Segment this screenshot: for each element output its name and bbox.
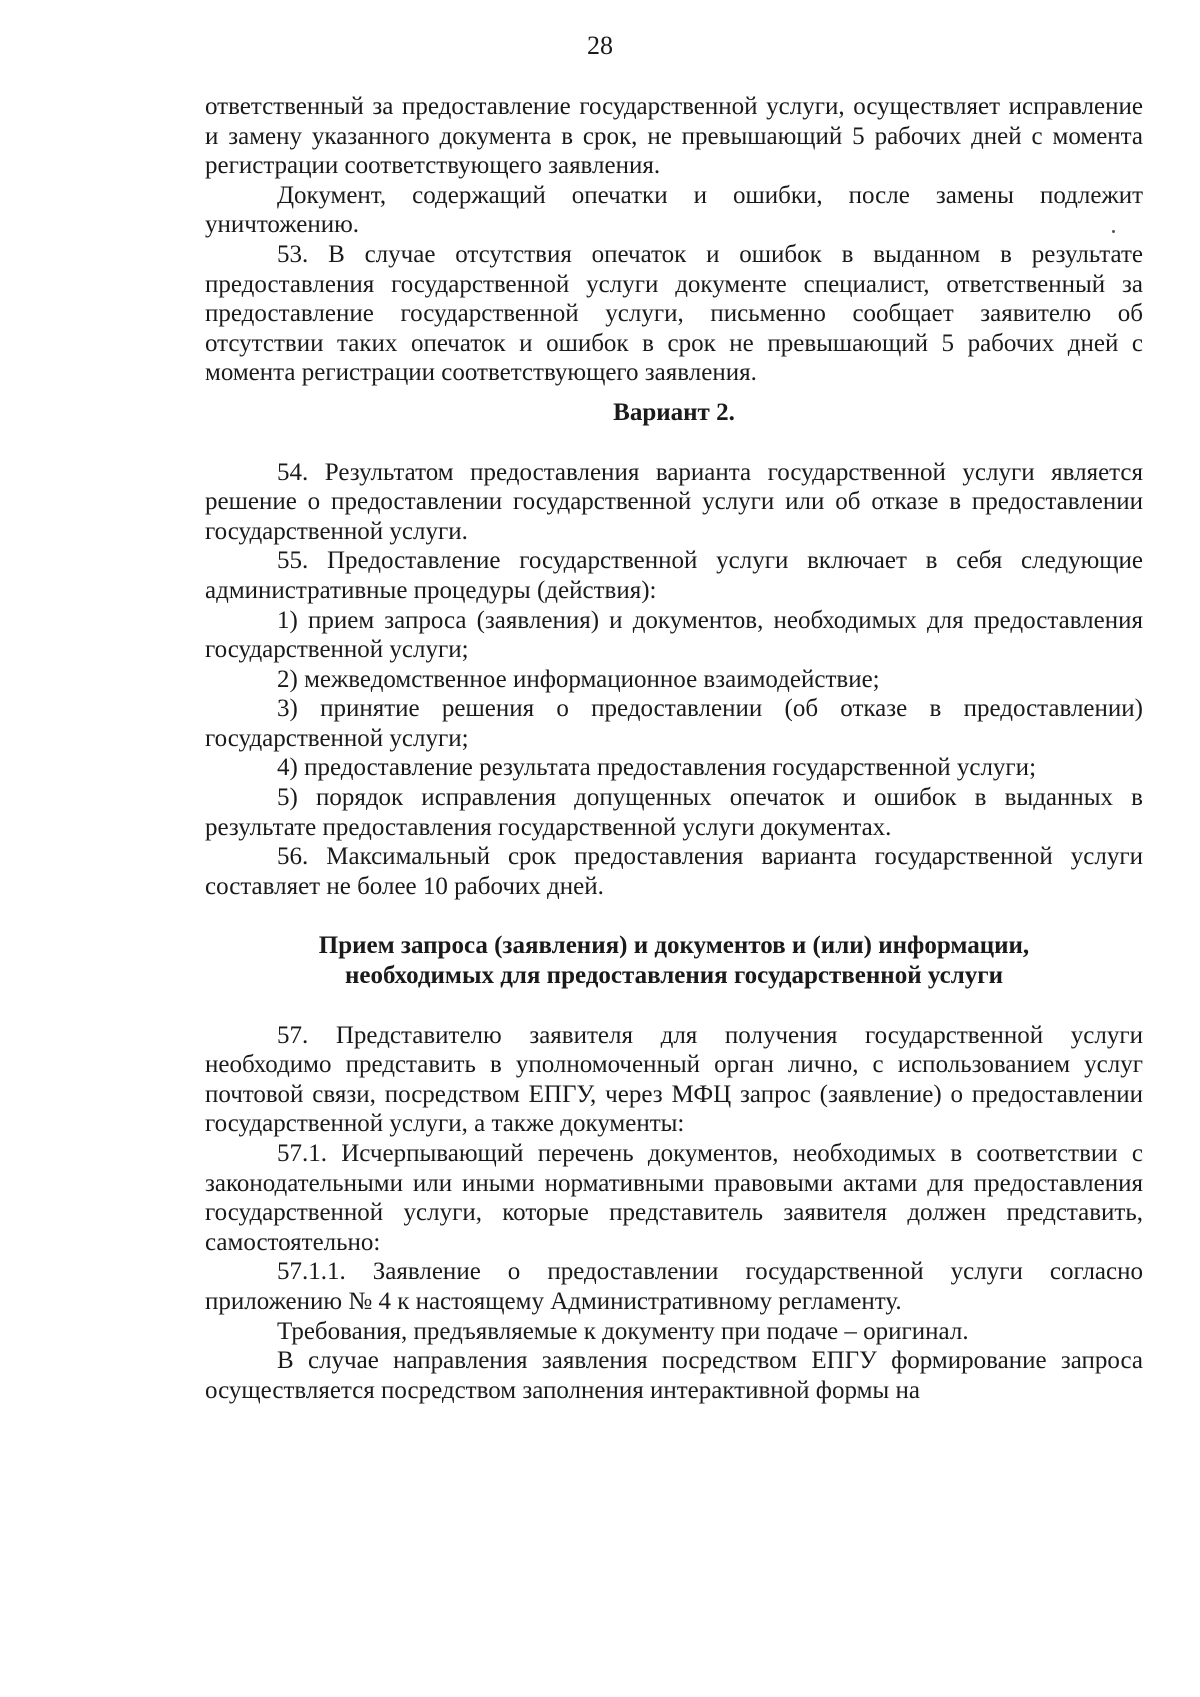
section-heading-line-1: Прием запроса (заявления) и документов и (или) информации, (318, 932, 1030, 960)
paragraph-requirements: Требования, предъявляемые к документу при подаче – оригинал. (277, 1317, 969, 1345)
paragraph-54: 54. Результатом предоставления варианта государственной услуги является решение о предоставлении государственной услуги или об отказе в предоставлении государственной услуги. (205, 458, 1143, 545)
list-item-1: 1) прием запроса (заявления) и документов, необходимых для предоставления государственной услуги; (205, 606, 1143, 664)
paragraph-53: 53. В случае отсутствия опечаток и ошибок в выданном в результате предоставления государственной услуги документе специалист, ответственный за предоставление государственной услуги, письменно сообщает заявителю об отсутствии таких опечаток и ошибок в срок не превышающий 5 рабочих дней с момента регистрации соответствующего заявления. (205, 240, 1143, 387)
paragraph-57: 57. Представителю заявителя для получения государственной услуги необходимо представить в уполномоченный орган лично, с использованием услуг почтовой связи, посредством ЕПГУ, через МФЦ запрос (заявление) о предоставлении государственной услуги, а также документы: (205, 1021, 1143, 1138)
paragraph-document-destruction: Документ, содержащий опечатки и ошибки, после замены подлежит уничтожению. (205, 181, 1143, 239)
page-number: 28 (587, 31, 613, 60)
paragraph-55: 55. Предоставление государственной услуги включает в себя следующие административные процедуры (действия): (205, 547, 1143, 604)
paragraph-epgu: В случае направления заявления посредством ЕПГУ формирование запроса осуществляется посредством заполнения интерактивной формы на (205, 1347, 1143, 1404)
paragraph-57-1-1: 57.1.1. Заявление о предоставлении государственной услуги согласно приложению № 4 к настоящему Административному регламенту. (205, 1258, 1143, 1315)
list-item-2: 2) межведомственное информационное взаимодействие; (277, 665, 880, 693)
paragraph-56: 56. Максимальный срок предоставления варианта государственной услуги составляет не более 10 рабочих дней. (205, 843, 1143, 900)
section-heading (205, 931, 1143, 990)
spacer (205, 388, 1143, 398)
paragraph-57-1: 57.1. Исчерпывающий перечень документов, необходимых в соответствии с законодательными или иными нормативными правовыми актами для предоставления государственной услуги, которые представитель заявителя должен представить, самостоятельно: (205, 1140, 1143, 1256)
section-heading-line-2: необходимых для предоставления государственной услуги (345, 962, 1003, 990)
list-item-5: 5) порядок исправления допущенных опечаток и ошибок в выданных в результате предоставления государственной услуги документах. (205, 784, 1143, 841)
list-item-4: 4) предоставление результата предоставления государственной услуги; (277, 754, 1037, 782)
paragraph-continuation: ответственный за предоставление государственной услуги, осуществляет исправление и замену указанного документа в срок, не превышающий 5 рабочих дней с момента регистрации соответствующего заявления. (205, 93, 1143, 180)
spacer (205, 991, 1143, 1021)
spacer (205, 428, 1143, 458)
spacer (205, 901, 1143, 931)
document-body (205, 92, 1143, 1405)
list-item-3: 3) принятие решения о предоставлении (об отказе в предоставлении) государственной услуги; (205, 695, 1143, 752)
variant-heading: Вариант 2. (613, 398, 735, 426)
